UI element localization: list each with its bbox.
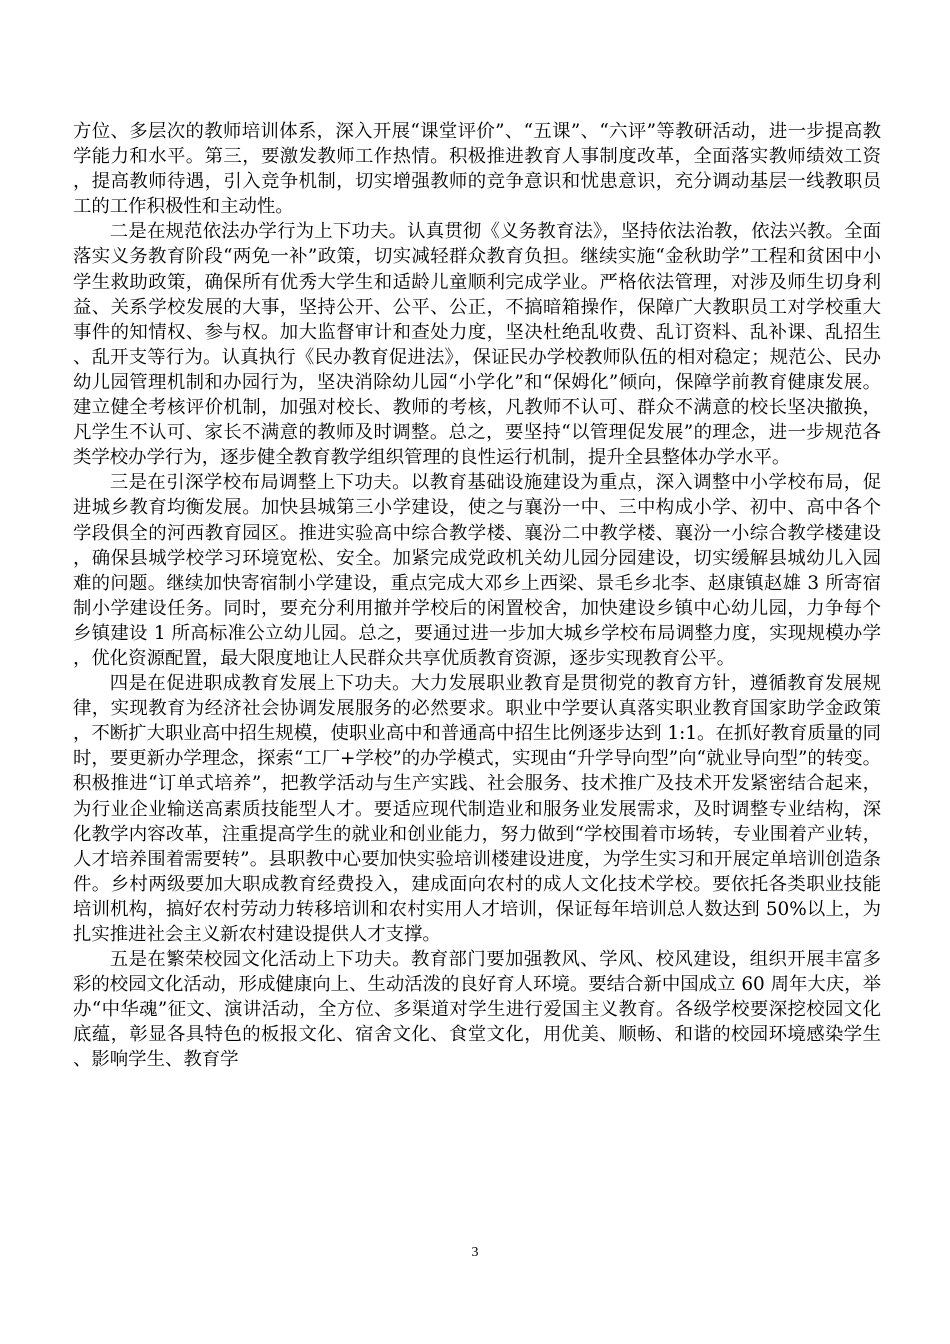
paragraph-3: 三是在引深学校布局调整上下功夫。以教育基础设施建设为重点，深入调整中小学校布局，促进城乡教育均衡发展。加快县城第三小学建设，使之与襄汾一中、三中构成小学、初中、高中各个学段俱全的河西教育园区。推进实验高中综合教学楼、襄汾二中教学楼、襄汾一小综合教学楼建设，确保县城学校学习环境宽松、安全。加紧完成党政机关幼儿园分园建设，切实缓解县城幼儿入园难的问题。继续加快寄宿制小学建设，重点完成大邓乡上西梁、景毛乡北李、赵康镇赵雄 3 所寄宿制小学建设任务。同时，要充分利用撤并学校后的闲置校舍，加快建设乡镇中心幼儿园，力争每个乡镇建设 1 所高标准公立幼儿园。总之，要通过进一步加大城乡学校布局调整力度，实现规模办学，优化资源配置，最大限度地让人民群众共享优质教育资源，逐步实现教育公平。 bbox=[73, 472, 881, 669]
page-number: 3 bbox=[471, 1245, 479, 1260]
paragraph-2: 二是在规范依法办学行为上下功夫。认真贯彻《义务教育法》，坚持依法治教，依法兴教。全面落实义务教育阶段“两免一补”政策，切实减轻群众教育负担。继续实施“金秋助学”工程和贫困中小学生救助政策，确保所有优秀大学生和适龄儿童顺利完成学业。严格依法管理，对涉及师生切身利益、关系学校发展的大事，坚持公开、公平、公正，不搞暗箱操作，保障广大教职员工对学校重大事件的知情权、参与权。加大监督审计和查处力度，坚决杜绝乱收费、乱订资料、乱补课、乱招生、乱开支等行为。认真执行《民办教育促进法》，保证民办学校教师队伍的相对稳定；规范公、民办幼儿园管理机制和办园行为，坚决消除幼儿园“小学化”和“保姆化”倾向，保障学前教育健康发展。建立健全考核评价机制，加强对校长、教师的考核，凡教师不认可、群众不满意的校长坚决撤换，凡学生不认可、家长不满意的教师及时调整。总之，要坚持“以管理促发展”的理念，进一步规范各类学校办学行为，逐步健全教育教学组织管理的良性运行机制，提升全县整体办学水平。 bbox=[73, 221, 881, 469]
paragraph-1: 方位、多层次的教师培训体系，深入开展“课堂评价”、“五课”、“六评”等教研活动，进一步提高教学能力和水平。第三，要激发教师工作热情。积极推进教育人事制度改革，全面落实教师绩效工资，提高教师待遇，引入竞争机制，切实增强教师的竞争意识和忧患意识，充分调动基层一线教职员工的工作积极性和主动性。 bbox=[73, 121, 881, 218]
paragraph-4: 四是在促进职成教育发展上下功夫。大力发展职业教育是贯彻党的教育方针，遵循教育发展规律，实现教育为经济社会协调发展服务的必然要求。职业中学要认真落实职业教育国家助学金政策，不断扩大职业高中招生规模，使职业高中和普通高中招生比例逐步达到 1:1。在抓好教育质量的同时，要更新办学理念，探索“工厂+学校”的办学模式，实现由“升学导向型”向“就业导向型”的转变。积极推进“订单式培养”，把教学活动与生产实践、社会服务、技术推广及技术开发紧密结合起来，为行业企业输送高素质技能型人才。要适应现代制造业和服务业发展需求，及时调整专业结构，深化教学内容改革，注重提高学生的就业和创业能力，努力做到“学校围着市场转，专业围着产业转，人才培养围着需要转”。县职教中心要加快实验培训楼建设进度，为学生实习和开展定单培训创造条件。乡村两级要加大职成教育经费投入，建成面向农村的成人文化技术学校。要依托各类职业技能培训机构，搞好农村劳动力转移培训和农村实用人才培训，保证每年培训总人数达到 50%以上，为扎实推进社会主义新农村建设提供人才支撑。 bbox=[73, 673, 881, 945]
paragraph-5: 五是在繁荣校园文化活动上下功夫。教育部门要加强教风、学风、校风建设，组织开展丰富多彩的校园文化活动，形成健康向上、生动活泼的良好育人环境。要结合新中国成立 60 周年大庆，举办“中华魂”征文、演讲活动，全方位、多渠道对学生进行爱国主义教育。各级学校要深挖校园文化底蕴，彰显各具特色的板报文化、宿舍文化、食堂文化，用优美、顺畅、和谐的校园环境感染学生、影响学生、教育学 bbox=[73, 949, 881, 1071]
document-body bbox=[73, 119, 881, 1073]
